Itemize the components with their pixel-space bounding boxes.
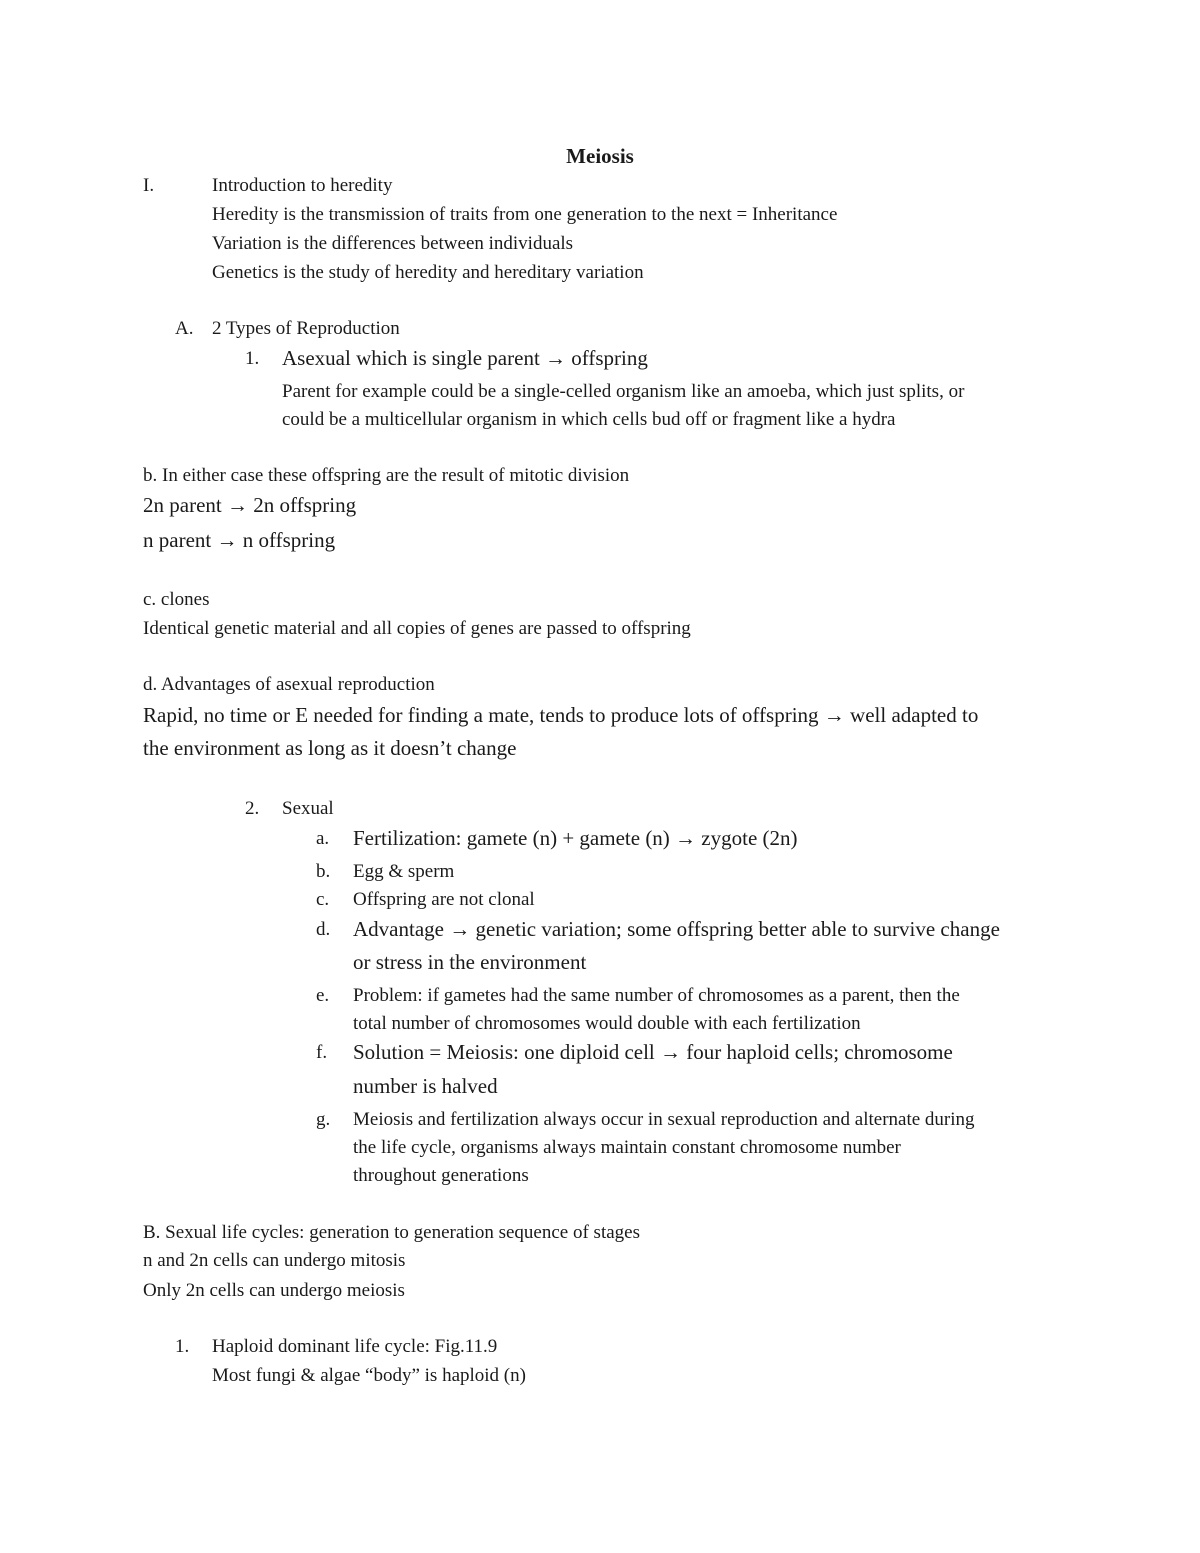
text-line: n and 2n cells can undergo mitosis	[143, 1250, 406, 1271]
text-line: Identical genetic material and all copies of genes are passed to offspring	[143, 618, 691, 639]
text-line: Heredity is the transmission of traits from one generation to the next = Inheritance	[212, 204, 838, 225]
text-line: Variation is the differences between individuals	[212, 233, 574, 254]
text-line: Rapid, no time or E needed for finding a mate, tends to produce lots of offspring → well adapted to	[143, 703, 979, 727]
text-line: 2n parent → 2n offspring	[143, 493, 357, 517]
text-line: Genetics is the study of heredity and hereditary variation	[212, 262, 644, 283]
section-heading: B. Sexual life cycles: generation to generation sequence of stages	[143, 1222, 640, 1243]
sub-item-text: or stress in the environment	[353, 950, 587, 974]
page-title: Meiosis	[566, 144, 634, 168]
block-heading: c. clones	[143, 589, 210, 610]
sub-marker: c.	[316, 889, 330, 910]
sub-item-text: Offspring are not clonal	[353, 889, 535, 910]
list-marker: 2.	[245, 798, 260, 819]
sub-item-text: Problem: if gametes had the same number of chromosomes as a parent, then the	[353, 985, 960, 1006]
sub-item-text: Advantage → genetic variation; some offspring better able to survive change	[353, 917, 1000, 941]
text-line: Most fungi & algae “body” is haploid (n)	[212, 1365, 526, 1386]
text-line: could be a multicellular organism in which cells bud off or fragment like a hydra	[282, 409, 896, 430]
list-item-heading: Asexual which is single parent → offspring	[282, 346, 648, 370]
text-line: n parent → n offspring	[143, 528, 336, 552]
list-marker: 1.	[245, 348, 260, 369]
sub-marker: g.	[316, 1109, 331, 1130]
sub-item-text: the life cycle, organisms always maintain constant chromosome number	[353, 1137, 901, 1158]
list-item-heading: Haploid dominant life cycle: Fig.11.9	[212, 1336, 498, 1357]
sub-marker: f.	[316, 1042, 328, 1063]
list-item-heading: Sexual	[282, 798, 334, 819]
sub-item-text: number is halved	[353, 1074, 498, 1098]
sub-item-text: Fertilization: gamete (n) + gamete (n) → zygote (2n)	[353, 826, 798, 850]
block-heading: d. Advantages of asexual reproduction	[143, 674, 435, 695]
text-line: Parent for example could be a single-celled organism like an amoeba, which just splits, or	[282, 381, 965, 402]
section-marker: I.	[143, 175, 155, 196]
block-heading: b. In either case these offspring are the result of mitotic division	[143, 465, 630, 486]
sub-item-text: total number of chromosomes would double with each fertilization	[353, 1013, 861, 1034]
list-marker: 1.	[175, 1336, 190, 1357]
sub-item-text: Meiosis and fertilization always occur in sexual reproduction and alternate during	[353, 1109, 975, 1130]
sub-item-text: throughout generations	[353, 1165, 529, 1186]
list-marker: A.	[175, 318, 194, 339]
sub-item-text: Egg & sperm	[353, 861, 455, 882]
sub-marker: e.	[316, 985, 330, 1006]
section-heading: Introduction to heredity	[212, 175, 393, 196]
text-line: Only 2n cells can undergo meiosis	[143, 1280, 405, 1301]
sub-item-text: Solution = Meiosis: one diploid cell → four haploid cells; chromosome	[353, 1040, 953, 1064]
sub-marker: a.	[316, 828, 330, 849]
text-line: the environment as long as it doesn’t change	[143, 736, 517, 760]
subsection-heading: 2 Types of Reproduction	[212, 318, 400, 339]
sub-marker: b.	[316, 861, 331, 882]
sub-marker: d.	[316, 919, 331, 940]
